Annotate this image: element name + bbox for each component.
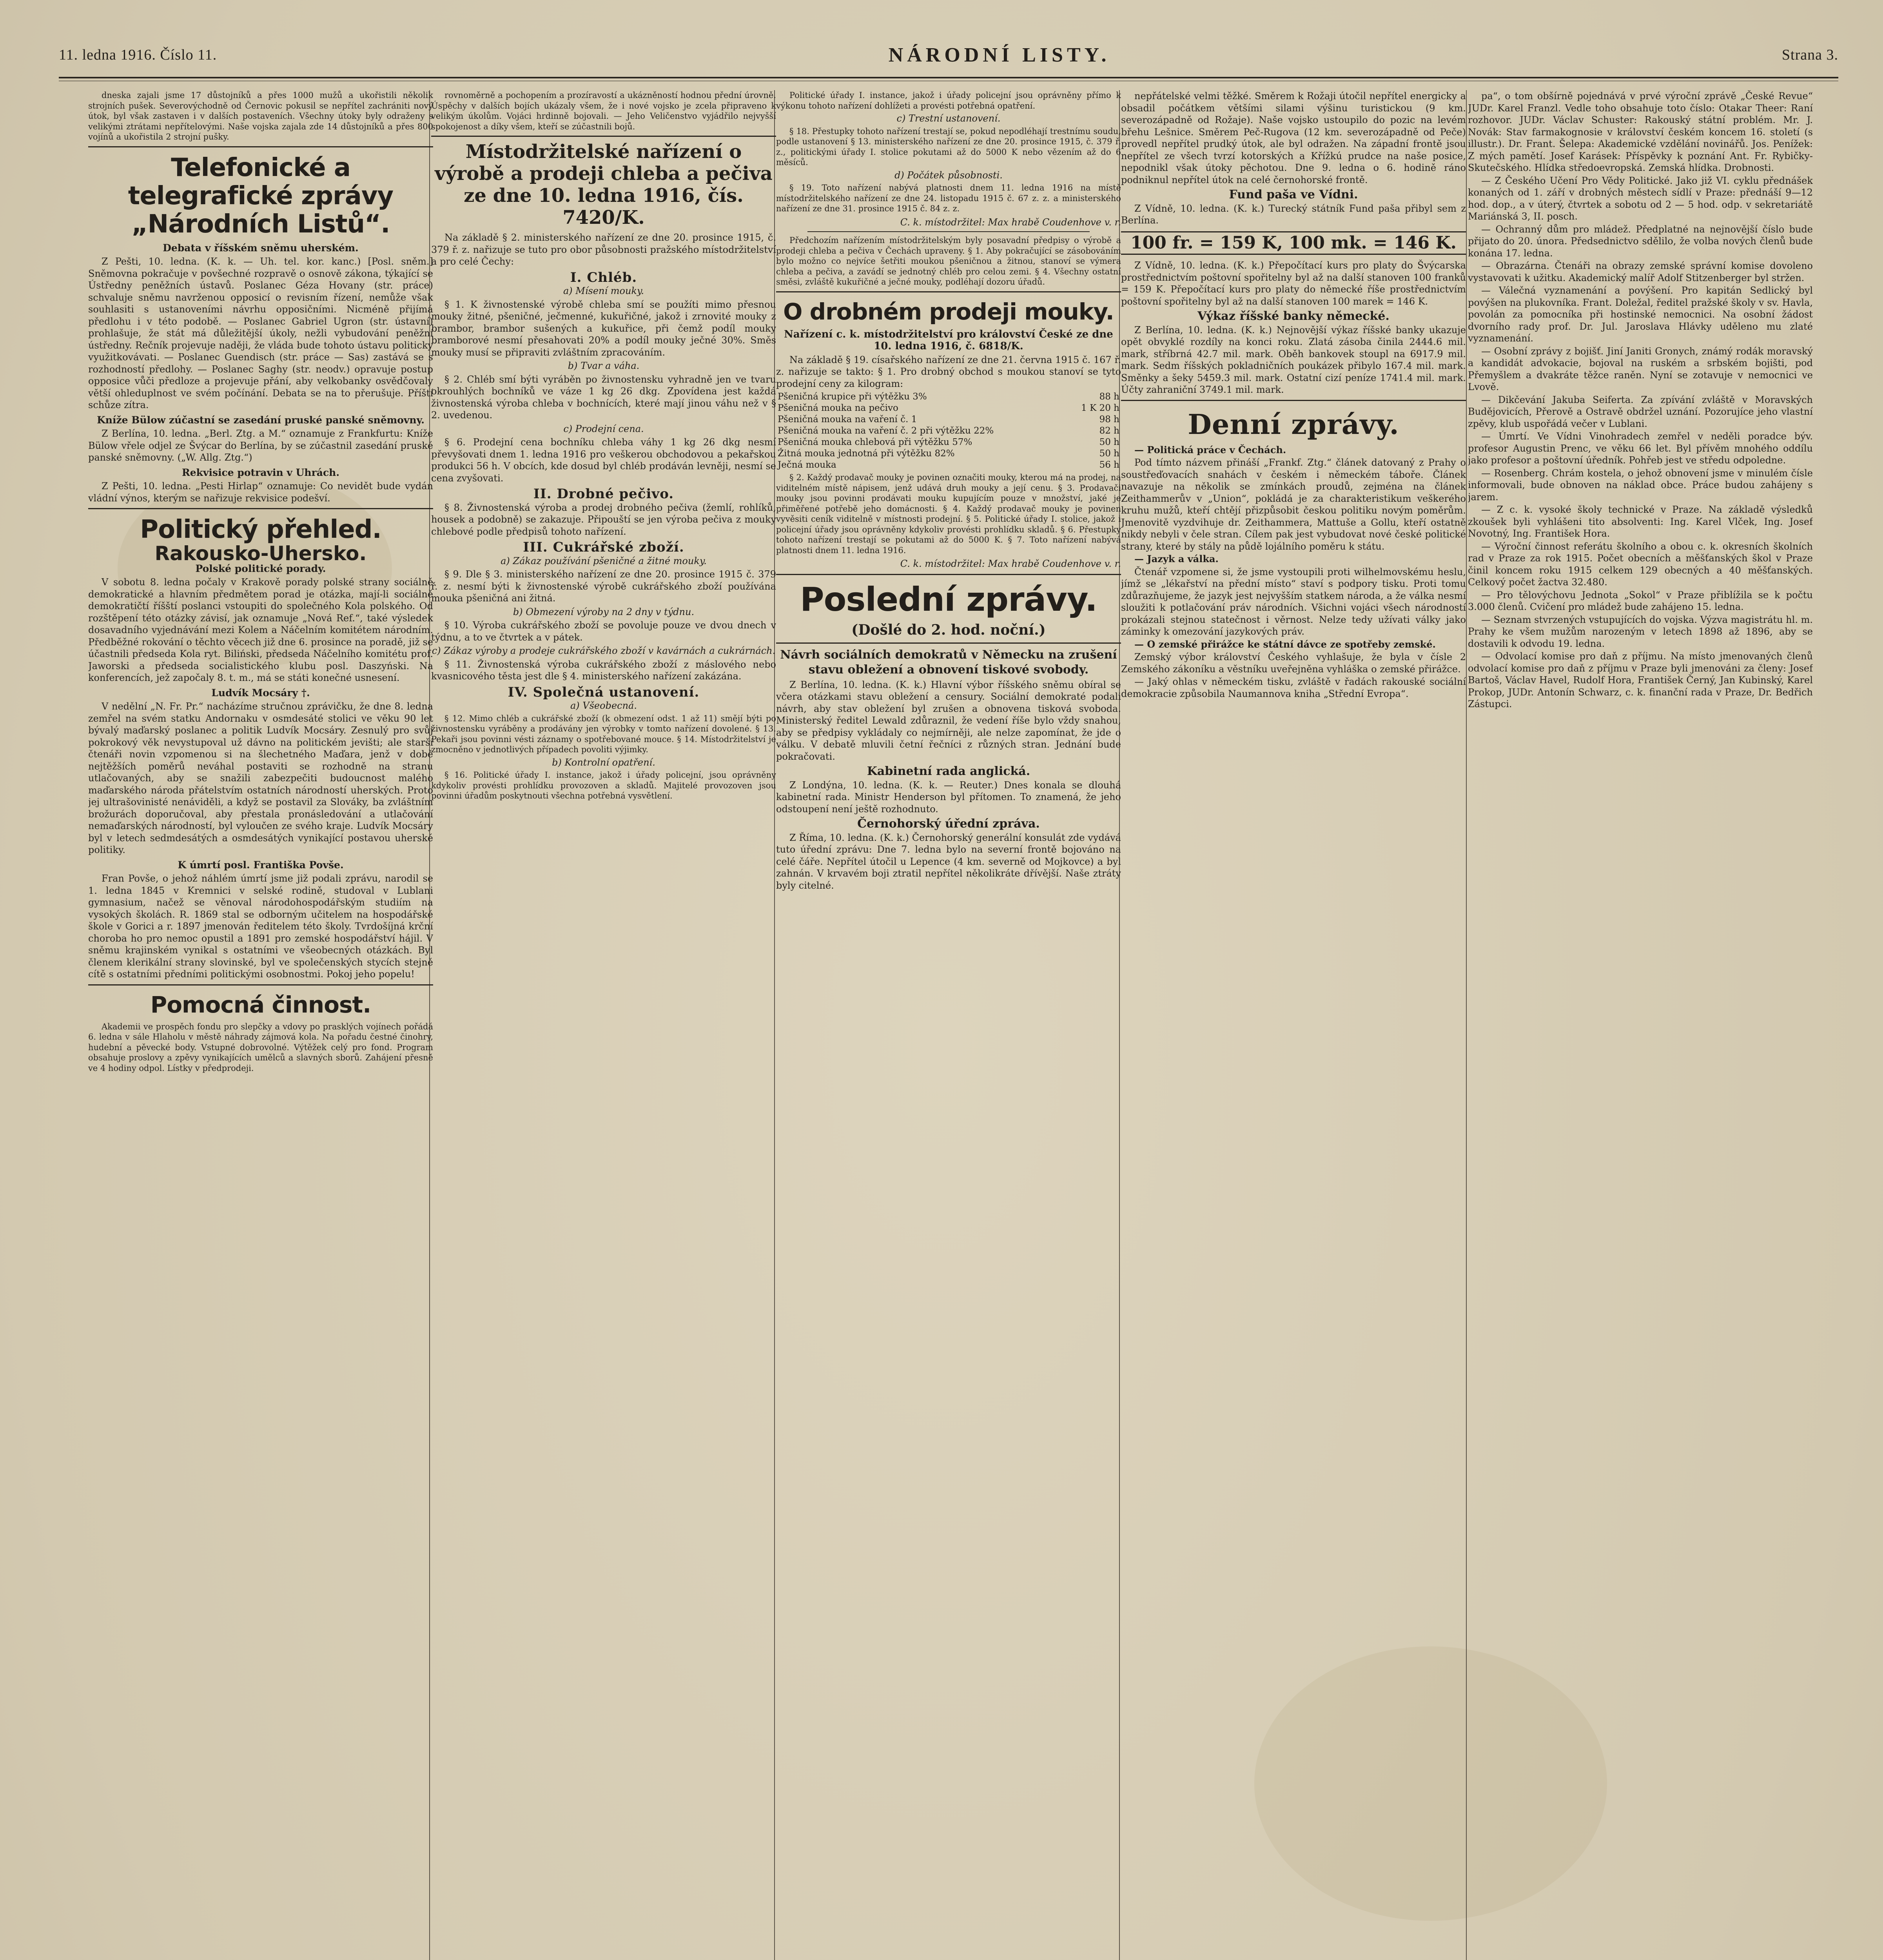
- price-value: 50 h: [1099, 437, 1119, 447]
- decree-text: § 6. Prodejní cena bochníku chleba váhy 1 kg 26 dkg nesmí převyšovati dnem 1. ledna 1916 pro veškerou obchodovou a pekařskou produkci 56 h. V obcích, kde dosud byl chléb prodáván levněji, nesmí se cena zvyšovati.: [431, 437, 776, 484]
- article-body: Zemský výbor království Českého vyhlašuje, že byla v čísle 2 Zemského zákoníku a věstníku uveřejněna vyhláška o zemské přirážce.: [1121, 652, 1466, 675]
- decree-text: § 2. Každý prodavač mouky je povinen označiti mouky, kterou má na prodej, na viditelném místě nápisem, jenž udává druh mouky a její cenu. § 3. Prodavači mouky jsou povinni prodávati mouku kupujícím pouze v množství, jaké je přiměřené potřebě jeho domácnosti. § 4. Každý prodavač mouky je povinen vyvěsiti ceník viditelně v místnosti prodejní. § 5. Politické úřady I. stolice, jakož i policejní úřady jsou oprávněny kdykoliv provésti prohlídku skladů. § 6. Přestupky tohoto nařízení trestají se pokutami až do 5000 K. § 7. Toto nařízení nabývá platnosti dnem 11. ledna 1916.: [776, 473, 1121, 555]
- decree-subsection: c) Prodejní cena.: [563, 423, 644, 434]
- article-body: Předchozím nařízením místodržitelským byly posavadní předpisy o výrobě a prodeji chleba a pečiva v Čechách upraveny. § 1. Aby pokračující se zásobováním bylo možno co nejvíce šetřiti moukou pšeničnou a žitnou, stanoví se výmera chleba a pečiva, a zavádí se jednotný chléb pro celou zemi. § 4. Všechny ostatní směsi, zvláště kukuřičné a ječné mouky, podléhají dozoru úřadů.: [776, 236, 1121, 287]
- decree-title: Nařízení c. k. místodržitelství pro království České ze dne 10. ledna 1916, č. 6818/K.: [784, 328, 1113, 352]
- header-rule: [59, 77, 1838, 78]
- decree-subsection: d) Počátek působnosti.: [894, 169, 1003, 181]
- price-item: Žitná mouka jednotná při výtěžku 82%: [778, 448, 955, 459]
- issue-date: 11. ledna 1916. Číslo 11.: [59, 47, 217, 63]
- news-item: — Obrazárna. Čtenáři na obrazy zemské správní komise dovoleno vystavovati k užitku. Akademický malíř Adolf Stitzenberger byl stržen.: [1468, 260, 1813, 283]
- page-number: Strana 3.: [1781, 47, 1838, 63]
- decree-section: II. Drobné pečivo.: [533, 486, 674, 502]
- section-rule: [88, 146, 433, 147]
- price-item: Pšeničná mouka na vaření č. 2 při výtěžku 22%: [778, 426, 994, 436]
- price-row: [776, 425, 1121, 437]
- news-item: — Rosenberg. Chrám kostela, o jehož obnovení jsme v minulém čísle informovali, bude obnoven na náklad obce. Práce budou zahájeny s jarem.: [1468, 467, 1813, 503]
- decree-section: III. Cukrářské zboží.: [523, 539, 684, 555]
- price-row: [776, 391, 1121, 403]
- price-value: 50 h: [1099, 448, 1119, 459]
- price-value: 1 K 20 h: [1081, 403, 1119, 413]
- article-title: Výkaz říšské banky německé.: [1197, 309, 1390, 323]
- decree-section: IV. Společná ustanovení.: [508, 684, 700, 700]
- article-body: Pod tímto názvem přináší „Frankf. Ztg.“ článek datovaný z Prahy o soustřeďovacích snahách v českém i německém táboře. Článek navazuje na několik se zmínkách proudů, zejména na článek Zeithammerův v „Union“, pokládá je za charakteristikum veškerého kruhu mužů, kteří chtějí přizpůsobit českou politiku novým poměrům. Jmenovitě vyzdvihuje dr. Zeithammera, Mattuše a Gollu, kteří ostatně nikdy nebyli v čele stran. Cílem pak jest vybudovat nové české politické strany, které by stály na půdě lojálního poměru k státu.: [1121, 457, 1466, 552]
- price-row: [776, 414, 1121, 425]
- article-title: Černohorský úřední zpráva.: [857, 817, 1040, 831]
- article-body: Fran Povše, o jehož náhlém úmrtí jsme již podali zprávu, narodil se 1. ledna 1845 v Kremnici v selské rodině, studoval v Lublani gymnasium, načež se věnoval národohospodářským studiím na vysokých školách. R. 1869 stal se odborným učitelem na hospodářské škole v Gorici a r. 1897 jmenován ředitelem této školy. Tvrdošíjná krční choroba ho pro nemoc opustil a 1891 pro zemské hospodářství hájil. V sněmu krajinském vynikal s ostatními ve všeobecných otázkách. Byl členem klerikální strany slovinské, byl ve společenských stycích stejně cítě s ostatními předními politickými osobnostmi. Pokoj jeho popelu!: [88, 873, 433, 980]
- exchange-rate-box: 100 fr. = 159 K, 100 mk. = 146 K.: [1121, 231, 1466, 255]
- decree-text: § 19. Toto nařízení nabývá platnosti dnem 11. ledna 1916 na místě místodržitelského nařízení ze dne 24. listopadu 1915 č. 67 z. z. a ministerského nařízení ze dne 31. prosince 1915 č. 84 z. z.: [776, 183, 1121, 213]
- column-4: [1121, 90, 1466, 1960]
- article-body: Z Berlína, 10. ledna. „Berl. Ztg. a M.“ oznamuje z Frankfurtu: Kníže Bülow vřele odjel ze Švýcar do Berlína, by se zúčastnil zasedání pruské panské sněmovny. („W. Allg. Ztg.“): [88, 428, 433, 463]
- page-header: [59, 39, 1838, 71]
- section-rule: [431, 136, 776, 137]
- decree-text: § 1. K živnostenské výrobě chleba smí se použíti mimo přesnou mouky žitné, pšeničné, ječmenné, kukuřičné, jakož i zrnovité mouky z brambor, brambor sušených a kukuřice, při čemž podíl mouky bramborové nesmí přesahovati 20% a podíl mouky ječné 30%. Směs mouky musí se připraviti zvláštním zpracováním.: [431, 299, 776, 358]
- price-value: 98 h: [1099, 414, 1119, 425]
- decree-text: § 8. Živnostenská výroba a prodej drobného pečiva (žemlí, rohlíků, housek a podobně) se zakazuje. Připouští se jen výroba pečiva z mouky chlebové podle předpisů tohoto nařízení.: [431, 502, 776, 537]
- news-item: — Válečná vyznamenání a povýšení. Pro kapitán Sedlický byl povýšen na plukovníka. Frant. Doležal, ředitel pražské školy v sv. Havla, povolán za pomocníka při hostinské nemocnici. Na osobní žádost dvorního rady prof. Dr. Jul. Jaroslava Hlávky uděleno mu zlaté vyznamenání.: [1468, 285, 1813, 344]
- paper-title: NÁRODNÍ LISTY.: [888, 44, 1110, 66]
- article-title: Rekvisice potravin v Uhrách.: [181, 466, 340, 478]
- article-body: Z Říma, 10. ledna. (K. k.) Černohorský generální konsulát zde vydává tuto úřední zprávu: Dne 7. ledna bylo na severní frontě bojováno na celé čáře. Nepřítel útočil u Lepence (4 km. severně od Mojkovce) a byl zahnán. V krvavém boji ztratil nepřítel několikráte dřívější. Naše ztráty byly citelné.: [776, 832, 1121, 891]
- article-title: K úmrtí posl. Františka Povše.: [178, 859, 344, 871]
- decree-text: § 11. Živnostenská výroba cukrářského zboží z máslového nebo kvasnicového těsta jest dle § 4. ministerského nařízení zakázána.: [431, 659, 776, 682]
- decree-subsection: b) Tvar a váha.: [568, 360, 640, 371]
- article-title: Ludvík Mocsáry †.: [211, 687, 310, 699]
- article-title: Debata v říšském sněmu uherském.: [163, 242, 359, 254]
- news-item: — Ochranný dům pro mládež. Předplatné na nejnovější číslo bude přijato do 20. února. Předsednictvo sdělilo, že volba nových členů bude konána 17. ledna.: [1468, 223, 1813, 259]
- article-title: Polské politické porady.: [195, 563, 326, 574]
- article-body: Z Pešti, 10. ledna. „Pesti Hirlap“ oznamuje: Co nevidět bude vydán vládní výnos, kterým se nařizuje rekvisice podešví.: [88, 481, 433, 504]
- article-body: V nedělní „N. Fr. Pr.“ nacházíme stručnou zprávičku, že dne 8. ledna zemřel na svém statku Andornaku v osmdesáté stolici ve věku 90 let bývalý maďarský poslanec a politik Ludvík Mocsáry. Zesnulý pro svůj pokrokový věk nevystupoval už dávno na politickém jevišti; ale starší čtenáři novin vzpomenou si na šlechetného Maďara, jenž v době nejtěžších poměrů neváhal postaviti se rozhodně na stranu utlačovaných, aby se snažili zabezpečiti budoucnost malého maďarského národa přátelstvím ostatních národností uherských. Proto jej ultrašovinisté nenáviděli, a když se postavil za Slováky, ba zvláštním brožurách doporučoval, aby přestala pronásledování a utlačování nemaďarských národností, byl vyloučen ze svého kraje. Ludvík Mocsáry byl v letech sedmdesátých a osmdesátých vynikající postavou uherské politiky.: [88, 701, 433, 855]
- news-item: — Výroční činnost referátu školního a obou c. k. okresních školních rad v Praze za rok 1915. Počet obecních a měšťanských škol v Praze činil koncem roku 1915 celkem 129 obecných a 40 měšťanských. Celkový počet žactva 32.480.: [1468, 541, 1813, 588]
- decree-text: Politické úřady I. instance, jakož i úřady policejní jsou oprávněny přímo k výkonu tohoto nařízení dohlížeti a provésti potřebná opatření.: [776, 91, 1121, 111]
- decree-subsection: b) Obmezení výroby na 2 dny v týdnu.: [513, 606, 695, 617]
- price-item: Pšeničná mouka na pečivo: [778, 403, 898, 413]
- decree-subsection: a) Mísení mouky.: [563, 285, 644, 296]
- article-body: — Jaký ohlas v německém tisku, zvláště v řadách rakouské sociální demokracie způsobila Naumannova kniha „Střední Evropa“.: [1121, 676, 1466, 699]
- column-1: [88, 90, 433, 1960]
- article-title: — Politická práce v Čechách.: [1134, 444, 1286, 456]
- news-item: — Dikčevání Jakuba Seiferta. Za zpívání zvláště v Moravských Budějovicích, Přerově a Ostravě obdržel uznání. Pozorujíce jeho vlastní zpěvy, klub uspořádá večer v Lublani.: [1468, 394, 1813, 429]
- section-rule: [88, 984, 433, 985]
- price-item: Ječná mouka: [778, 460, 836, 470]
- column-5: [1468, 90, 1813, 1960]
- article-body: Z Berlína, 10. ledna. (K. k.) Hlavní výbor říšského sněmu obíral se včera otázkami stavu obležení a censury. Sociální demokraté podali návrh, aby stav obležení byl zrušen a obnovena tisková svoboda. Ministerský ředitel Lewald zdůraznil, že vedení říše bylo vždy snahou, aby se předpisy vykládaly co nejmírněji, ale nelze zapomínat, že jde o válku. V debatě mluvili četní řečníci z různých stran. Jednání bude pokračovati.: [776, 679, 1121, 762]
- section-rule: [776, 291, 1121, 292]
- section-rule: [88, 508, 433, 509]
- decree-text: § 9. Dle § 3. ministerského nařízení ze dne 20. prosince 1915 č. 379 ř. z. nesmí býti k živnostenské výrobě cukrářského zboží používána mouka pšeničná ani žitná.: [431, 569, 776, 604]
- article-body: Z Berlína, 10. ledna. (K. k.) Nejnovější výkaz říšské banky ukazuje opět obvyklé rozdíly na konci roku. Zlatá zásoba činila 2444.6 mil. mark, stříbrná 42.7 mil. mark. Oběh bankovek stoupl na 6917.9 mil. mark. Sedm říšských pokladničních poukázek přibylo 167.4 mil. mark. Směnky a šeky 5459.3 mil. mark. Ostatní cizí peníze 1741.4 mil. mark. Účty zahraniční 3749.1 mil. mark.: [1121, 324, 1466, 395]
- section-heading-politics: Politický přehled.: [140, 515, 381, 544]
- article-title: Kabinetní rada anglická.: [867, 764, 1030, 778]
- section-rule: [776, 642, 1121, 644]
- article-tail: nepřátelské velmi těžké. Směrem k Rožaji útočil nepřítel energicky a obsadil počátkem většími silami výšinu turistickou (9 km. severozápadně od Rožaje). Naše vojsko ustoupilo do pozic na levém břehu Lešnice. Směrem Peč-Rugova (12 km. severozápadně od Peče) provedl nepřítel prudký útok, ale byl odražen. Na západní frontě jsou nepřítel ze všech tvrzí kotorských a Křížkú prudce na naše posice, nepodnikl však útoky pěchotou. Dne 9. ledna o 6. hodině ráno podniknul nepřítel útok na celé černohorské frontě.: [1121, 91, 1466, 185]
- price-row: [776, 459, 1121, 471]
- price-row: [776, 437, 1121, 448]
- article-body: Z Vídně, 10. ledna. (K. k.) Turecký státník Fund paša přibyl sem z Berlína.: [1121, 203, 1466, 226]
- decree-subsection: a) Zákaz používání pšeničné a žitné mouky.: [501, 555, 707, 566]
- section-heading-aid: Pomocná činnost.: [150, 991, 371, 1018]
- article-body: Z Pešti, 10. ledna. (K. k. — Uh. tel. kor. kanc.) [Posl. sněm.] Sněmovna pokračuje v povšechné rozpravě o osnově zákona, týkající se Ústředny peněžních ústavů. Poslanec Géza Hovany (str. práce) schvaluje sněmu navrženou opposicí o revisním řízení, nemůže však souhlasiti s ustanoveními návrhu opposičními. Nicméně přijímá předlohu i v této podobě. — Poslanec Gabriel Ugron (str. ústavní) prohlašuje, že stát má důležitější úkoly, nežli vybudování peněžní ústředny. Rečník projevuje naději, že vláda bude tohoto ústavu politicky využitkovávati. — Poslanec Guendisch (str. práce — Sas) zastává se s rozhodností předlohy. — Poslanec Saghy (str. neodv.) opravuje postup opposice vůči předloze a projevuje přání, aby velkobanky osvědčovaly větší ohleduplnost ve svém počínání. Debata se na to přerušuje. Příští schůze zítra.: [88, 256, 433, 410]
- decree-subsection: b) Kontrolní opatření.: [552, 757, 655, 768]
- article-tail: dneska zajali jsme 17 důstojníků a přes 1000 mužů a ukořistili několik strojních pušek. Severovýchodně od Černovic pokusil se nepřítel zachrániti nový útok, byl však zastaven i v dalších postaveních. Všechny útoky byly odraženy s velikými ztrátami nepřítelovými. Naše vojska zajala zde 14 důstojníků a přes 800 vojínů a ukořistila 2 strojní pušky.: [88, 91, 433, 142]
- news-item: — Z Českého Učení Pro Vědy Politické. Jako již VI. cyklu přednášek konaných od 1. září v drobných městech sídlí v Praze: přednáší 9—12 hod. dop., a v úterý, čtvrtek a sobotu od 2 — 5 hod. odp. v sekretariátě Mariánská 3, II. posch.: [1468, 175, 1813, 222]
- decree-subsection: c) Zákaz výroby a prodeje cukrářského zboží v kavárnách a cukrárnách.: [432, 645, 776, 656]
- news-item: — Odvolací komise pro daň z příjmu. Na místo jmenovaných členů odvolací komise pro daň z příjmu v Praze byli jmenováni za členy: Josef Bartoš, Václav Havel, Rudolf Hora, František Černý, Jan Kubinský, Karel Prokop, JUDr. Antonín Schwarz, c. k. finanční rada v Praze, Dr. Bedřich Zástupci.: [1468, 651, 1813, 710]
- price-item: Pšeničná krupice při výtěžku 3%: [778, 392, 927, 402]
- news-item: — Z c. k. vysoké školy technické v Praze. Na základě výsledků zkoušek byli vyhlášeni tito absolventi: Ing. Karel Vlček, Ing. Josef Novotný, Ing. František Hora.: [1468, 504, 1813, 539]
- article-body: Z Londýna, 10. ledna. (K. k. — Reuter.) Dnes konala se dlouhá kabinetní rada. Ministr Henderson byl přítomen. To znamená, že jeho odstoupení není ještě rozhodnuto.: [776, 779, 1121, 815]
- price-value: 56 h: [1099, 460, 1119, 470]
- article-title: Kníže Bülow zúčastní se zasedání pruské panské sněmovny.: [97, 414, 424, 426]
- article-tail: pa“, o tom obšírně pojednává v prvé výroční zprávě „České Revue“ JUDr. Karel Franzl. Vedle toho obsahuje toto číslo: Otakar Theer: Raní rozhovor. JUDr. Václav Schuster: Rakouský státní problém. Mr. J. Novák: Stav farmakognosie v království českém koncem 16. století (s illustr.). Dr. Frant. Šelepa: Akademické vzdělání novinářů. Jos. Penížek: Z mých pamětí. Josef Karásek: Příspěvky k poznání Ant. Fr. Rybičky-Skutečského. Hlídka středoevropská. Zemská hlídka. Drobnosti.: [1468, 91, 1813, 173]
- section-rule: [776, 574, 1121, 575]
- decree-text: § 16. Politické úřady I. instance, jakož i úřady policejní, jsou oprávněny kdykoliv provésti prohlídku provozoven a skladů. Majitelé provozoven jsou povinni úřadům poskytnouti všechna potřebná vysvětlení.: [431, 770, 776, 800]
- price-row: [776, 403, 1121, 414]
- article-title: Návrh sociálních demokratů v Německu na zrušení stavu obležení a obnovení tiskové svobody.: [780, 648, 1117, 677]
- signature: C. k. místodržitel: Max hrabě Coudenhove v. r.: [900, 216, 1121, 228]
- news-items-list: [1468, 175, 1813, 710]
- price-item: Pšeničná mouka chlebová při výtěžku 57%: [778, 437, 972, 447]
- divider: [807, 231, 1090, 232]
- news-item: — Seznam stvrzených vstupujících do vojska. Výzva magistrátu hl. m. Prahy ke všem mužům narozeným v letech 1898 až 1896, aby se dostavili k odvodu 19. ledna.: [1468, 614, 1813, 649]
- section-heading-latest: Poslední zprávy.: [800, 580, 1097, 619]
- article-tail: rovnoměrně a pochopením a prozíravostí a ukázněností hodnou přední úrovně. Úspěchy v dalších bojích ukázaly všem, že i nové vojsko je zcela připraveno k velikým úkolům. Vojáci hrdinně bojovali. — Jeho Veličenstvo vyjádřilo nejvyšší spokojenost a díky všem, kteří se zúčastnili bojů.: [431, 91, 776, 131]
- article-title: Fund paša ve Vídni.: [1229, 188, 1358, 201]
- section-rule: [1121, 400, 1466, 401]
- article-title: — O zemské přirážce ke státní dávce ze spotřeby zemské.: [1134, 638, 1436, 650]
- article-body: Akademii ve prospěch fondu pro slepčky a vdovy po prasklých vojínech pořádá 6. ledna v sále Hlaholu v městě náhrady zájmová kola. Na pořadu čestné činohry, hudební a pěvecké body. Vstupné dobrovolné. Výtěžek celý pro fond. Program obsahuje proslovy a zpěvy vynikajících umělců a slavných sborů. Zahájení přesně ve 4 hodiny odpol. Lístky v předprodeji.: [88, 1022, 433, 1073]
- section-heading-telegraph: Telefonické a telegrafické zprávy „Národních Listů“.: [128, 153, 394, 239]
- news-item: — Úmrtí. Ve Vídni Vinohradech zemřel v neděli poradce býv. profesor Augustin Prenc, ve věku 66 let. Byl přívěm mnohého oddílu jako profesor a poštovní úředník. Pohřeb jest ve středu odpoledne.: [1468, 431, 1813, 466]
- section-subheading: (Došlé do 2. hod. noční.): [851, 621, 1046, 638]
- price-value: 82 h: [1099, 426, 1119, 436]
- decree-text: § 18. Přestupky tohoto nařízení trestají se, pokud nepodléhají trestnímu soudu, podle ustanovení § 13. ministerského nařízení ze dne 20. prosince 1915, č. 379 ř. z., politickými úřady I. stolice pokutami až do 5000 K nebo vězením až do 6 měsíců.: [776, 126, 1121, 167]
- decree-intro: Na základě § 2. ministerského nařízení ze dne 20. prosince 1915, č. 379 ř. z. nařizuje se tuto pro obor působnosti pražského místodržitelství a pro celé Čechy:: [431, 232, 776, 267]
- decree-section: I. Chléb.: [570, 269, 637, 285]
- decree-text: § 10. Výroba cukrářského zboží se povoluje pouze ve dvou dnech v týdnu, a to ve čtvrtek a v pátek.: [431, 620, 776, 643]
- article-body: Čtenář vzpomene si, že jsme vystoupili proti wilhelmovskému heslu, jímž se „lékařství na přední místo“ staví s podpory tisku. Proti tomu zdůrazňujeme, že jazyk jest nejvyšším statkem národa, a že válka nesmí sloužiti k potlačování práv národních. Všichni vojáci všech národností prokázali stejnou statečnost i věrnost. Nelze tedy užívati války jako záminky k omezování jazykových práv.: [1121, 566, 1466, 637]
- news-item: — Osobní zprávy z bojišť. Jiní Janiti Gronych, známý rodák moravský a kandidát advokacie, bojoval na ruském a srbském bojišti, pod Přemyšlem a dvakráte těžce raněn. Nyní se zotavuje v nemocnici ve Lvově.: [1468, 345, 1813, 392]
- decree-subsection: c) Trestní ustanovení.: [896, 113, 1001, 124]
- article-title: — Jazyk a válka.: [1134, 553, 1219, 564]
- column-divider: [1466, 90, 1467, 1960]
- decree-text: § 2. Chléb smí býti vyráběn po živnostensku vyhradně jen ve tvaru okrouhlých bochníků ve váze 1 kg 26 dkg. Zpovídena jest každá živnostenská výroba chleba v bochnících, které mají jinou váhu než v § 2. uvedenou.: [431, 374, 776, 421]
- signature: C. k. místodržitel: Max hrabě Coudenhove v. r.: [900, 558, 1121, 569]
- decree-text: § 12. Mimo chléb a cukrářské zboží (k obmezení odst. 1 až 11) smějí býti po živnostensku vyráběny a prodávány jen výrobky v tomto nařízení dovolené. § 13. Pekaři jsou povinni vésti záznamy o spotřebované mouce. § 14. Místodržitelství je zmocněno v jednotlivých případech povoliti výjimky.: [431, 713, 776, 754]
- price-row: [776, 448, 1121, 459]
- decree-subsection: a) Všeobecná.: [570, 700, 637, 711]
- subsection-heading: Rakousko-Uhersko.: [154, 542, 367, 565]
- flour-price-table: [776, 391, 1121, 471]
- decree-title: Místodržitelské nařízení o výrobě a prodeji chleba a pečiva ze dne 10. ledna 1916, čís. 7420/K.: [435, 141, 773, 229]
- price-item: Pšeničná mouka na vaření č. 1: [778, 414, 917, 425]
- section-heading-flour: O drobném prodeji mouky.: [783, 298, 1114, 325]
- decree-intro: Na základě § 19. císařského nařízení ze dne 21. června 1915 č. 167 ř. z. nařizuje se takto: § 1. Pro drobný obchod s moukou stanoví se tyto prodejní ceny za kilogram:: [776, 354, 1121, 389]
- price-value: 88 h: [1099, 392, 1119, 402]
- news-item: — Pro tělovýchovu Jednota „Sokol“ v Praze přiblížila se k počtu 3.000 členů. Cvičení pro mládež bude zahájeno 15. ledna.: [1468, 589, 1813, 612]
- section-heading-daily: Denní zprávy.: [1188, 408, 1399, 441]
- column-2: [431, 90, 776, 1960]
- article-body: V sobotu 8. ledna počaly v Krakově porady polské strany sociálně demokratické a hlavním předmětem porad je otázka, mají-li sociálně demokratičtí říšští poslanci vstoupiti do společného Kola polského. Od rozštěpení této otázky závisí, jak oznamuje „Nová Ref.“, také výsledek dosavadního vyjednávání mezi Kolem a Náčelním komitétem národním. Předběžné rokování o těchto věcech již dne 6. prosince na poradě, již se účastnili předseda Kola ryt. Biliński, předseda Náčelního komitétu prof. Jaworski a předseda socialistického klubu posl. Daszyński. Na konferencích, jež započaly 8. t. m., má se státi konečné usnesení.: [88, 577, 433, 683]
- article-body: Z Vídně, 10. ledna. (K. k.) Přepočítací kurs pro platy do Švýcarska prostřednictvím poštovní spořitelny byl až na další stanoven 100 franků = 159 K. Přepočítací kurs pro platy do německé říše prostřednictvím poštovní spořitelny byl až na další stanoven 100 marek = 146 K.: [1121, 260, 1466, 307]
- column-3: [776, 90, 1121, 1960]
